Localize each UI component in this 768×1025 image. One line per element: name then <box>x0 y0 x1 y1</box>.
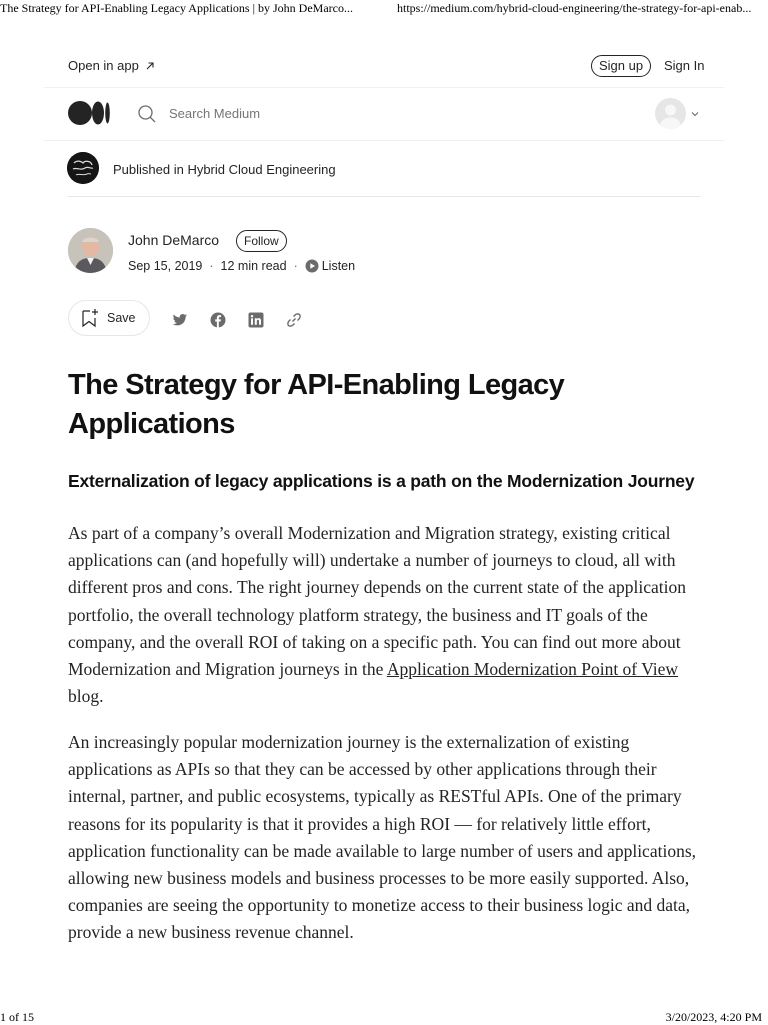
separator-dot: · <box>209 259 214 273</box>
paragraph-text: blog. <box>68 686 104 707</box>
facebook-icon[interactable] <box>210 312 226 328</box>
hybrid-cloud-logo-icon <box>67 152 99 184</box>
app-modernization-pov-link[interactable]: Application Modernization Point of View <box>386 659 679 680</box>
open-in-app-link[interactable] <box>68 58 155 73</box>
sign-in-link[interactable]: Sign In <box>664 58 705 73</box>
medium-logo-icon[interactable] <box>68 100 110 126</box>
chevron-down-icon[interactable] <box>691 111 699 117</box>
divider <box>44 140 724 141</box>
linkedin-icon[interactable] <box>248 312 264 328</box>
play-circle-icon <box>305 259 319 273</box>
print-header-url: https://medium.com/hybrid-cloud-engineering/the-strategy-for-api-enab... <box>397 1 752 15</box>
read-time: 12 min read <box>220 259 287 273</box>
link-icon[interactable] <box>286 312 302 328</box>
article-title: The Strategy for API-Enabling Legacy Applications <box>68 369 565 440</box>
follow-button[interactable]: Follow <box>236 230 287 252</box>
divider <box>44 87 724 88</box>
arrow-up-right-icon <box>145 61 155 71</box>
bookmark-plus-icon <box>81 308 99 328</box>
listen-label: Listen <box>321 259 356 273</box>
print-date: 3/20/2023, 4:20 PM <box>665 1010 762 1024</box>
print-page-number: 1 of 15 <box>0 1010 34 1024</box>
article-meta <box>128 259 355 273</box>
user-silhouette-icon <box>655 98 686 129</box>
listen-button[interactable] <box>305 259 355 273</box>
publish-date: Sep 15, 2019 <box>128 259 203 273</box>
search-input[interactable] <box>169 106 369 121</box>
publication-logo[interactable] <box>67 152 99 184</box>
article-paragraph <box>68 520 708 710</box>
save-button[interactable] <box>68 300 150 336</box>
divider <box>68 196 700 197</box>
search-icon[interactable] <box>137 104 157 124</box>
open-in-app-label: Open in app <box>68 58 139 73</box>
author-avatar[interactable] <box>68 228 113 273</box>
twitter-icon[interactable] <box>172 312 188 328</box>
separator-dot: · <box>293 259 298 273</box>
article-subtitle: Externalization of legacy applications is a path on the Modernization Journey <box>68 471 695 491</box>
author-name[interactable]: John DeMarco <box>128 232 220 248</box>
published-in-text[interactable]: Published in Hybrid Cloud Engineering <box>113 162 336 177</box>
paragraph-text: As part of a company’s overall Modernization and Migration strategy, existing critical applications can (and hopefully will) undertake a number of journeys to cloud, all with different pros and cons. The right journey depends on the current state of the application portfolio, the overall technology platform strategy, the business and IT goals of the company, and the overall ROI of taking on a specific path. You can find out more about Modernization and Migration journeys in the <box>68 523 686 680</box>
author-photo-icon <box>68 228 113 273</box>
sign-up-button[interactable]: Sign up <box>591 55 651 77</box>
user-avatar[interactable] <box>655 98 686 129</box>
article-paragraph: An increasingly popular modernization journey is the externalization of existing applications as APIs so that they can be accessed by other applications through their internal, partner, and public ecosystems, typically as RESTful APIs. One of the primary reasons for its popularity is that it provides a high ROI — for relatively little effort, application functionality can be made available to large number of users and applications, allowing new business models and business processes to be more easily supported. Also, companies are seeing the opportunity to monetize access to their business logic and data, provide a new business revenue channel. <box>68 732 697 943</box>
save-label: Save <box>107 311 136 325</box>
print-header-title: The Strategy for API-Enabling Legacy Applications | by John DeMarco... <box>0 1 353 15</box>
